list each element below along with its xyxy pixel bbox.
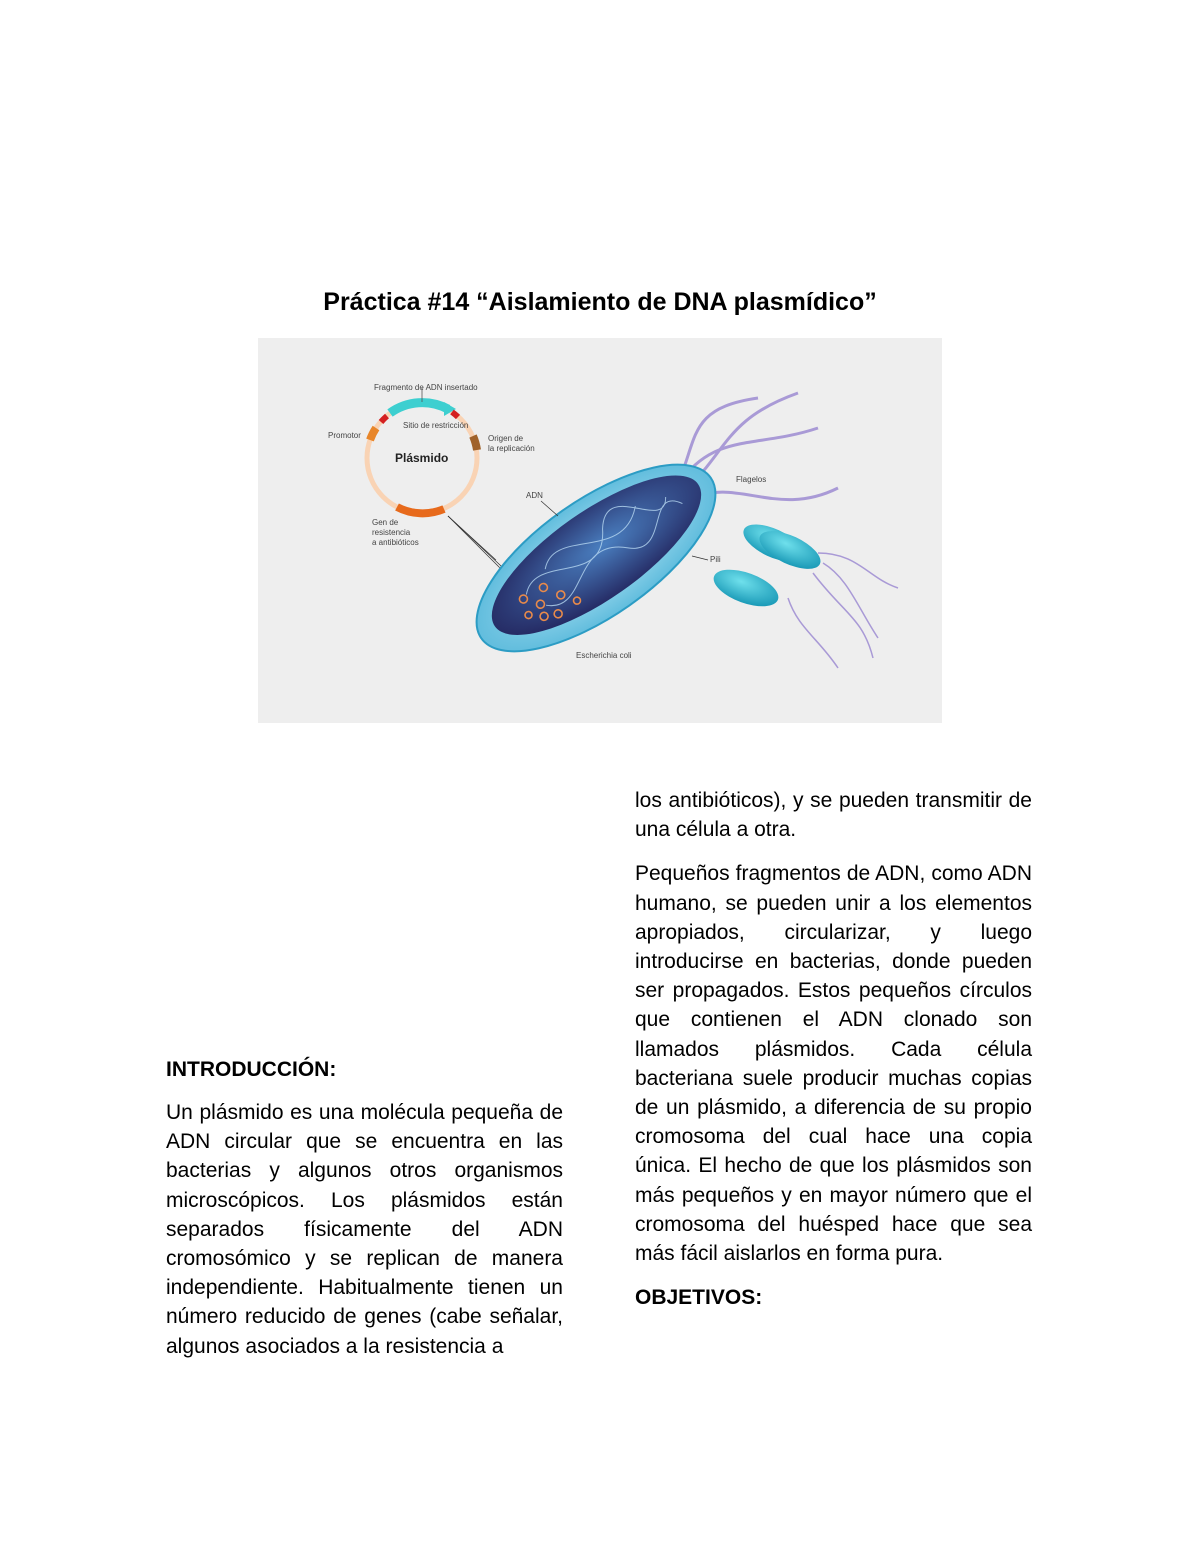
species-label: Escherichia coli [576, 651, 632, 660]
introduction-paragraph-1-continued: los antibióticos), y se pueden transmitir de una célula a otra. [635, 789, 1032, 842]
resistance-label-line1: Gen de [372, 518, 399, 527]
flagella-label: Flagelos [736, 475, 767, 484]
page-title: Práctica #14 “Aislamiento de DNA plasmídico” [323, 288, 877, 316]
small-bacteria [709, 517, 898, 668]
restriction-site-label: Sitio de restricción [403, 421, 469, 430]
resistance-label-line3: a antibióticos [372, 538, 419, 547]
plasmid-title: Plásmido [395, 451, 449, 465]
introduction-column [166, 1055, 563, 1376]
right-column [635, 786, 1032, 1326]
introduction-heading: INTRODUCCIÓN: [166, 1058, 337, 1081]
origin-label-line1: Origen de [488, 434, 524, 443]
origin-label-line2: la replicación [488, 444, 535, 453]
objectives-heading: OBJETIVOS: [635, 1286, 763, 1310]
dna-label: ADN [526, 491, 543, 500]
plasmid-diagram [328, 383, 535, 547]
promoter-label: Promotor [328, 431, 361, 440]
pili-label: Pili [710, 555, 721, 564]
plasmid-bacterium-illustration [258, 338, 942, 723]
introduction-paragraph-1: Un plásmido es una molécula pequeña de ADN circular que se encuentra en las bacterias y algunos otros organismos microscópicos. Los plásmidos están separados físicamente del ADN cromosómico y se replican de manera independiente. Habitualmente tienen un número reducido de genes (cabe señalar, algunos asociados a la resistencia a [166, 1101, 563, 1358]
introduction-paragraph-2: Pequeños fragmentos de ADN, como ADN humano, se pueden unir a los elementos apropiados, circularizar, y luego introducirse en bacterias, donde pueden ser propagados. Estos pequeños círculos que contienen el ADN clonado son llamados plásmidos. Cada célula bacteriana suele producir muchas copias de un plásmido, a diferencia de su propio cromosoma del cual hace una copia única. El hecho de que los plásmidos son más pequeños y en mayor número que el cromosoma del huésped hace que sea más fácil aislarlos en forma pura. [635, 862, 1032, 1266]
resistance-label-line2: resistencia [372, 528, 411, 537]
insert-fragment-label: Fragmento de ADN insertado [374, 383, 478, 392]
